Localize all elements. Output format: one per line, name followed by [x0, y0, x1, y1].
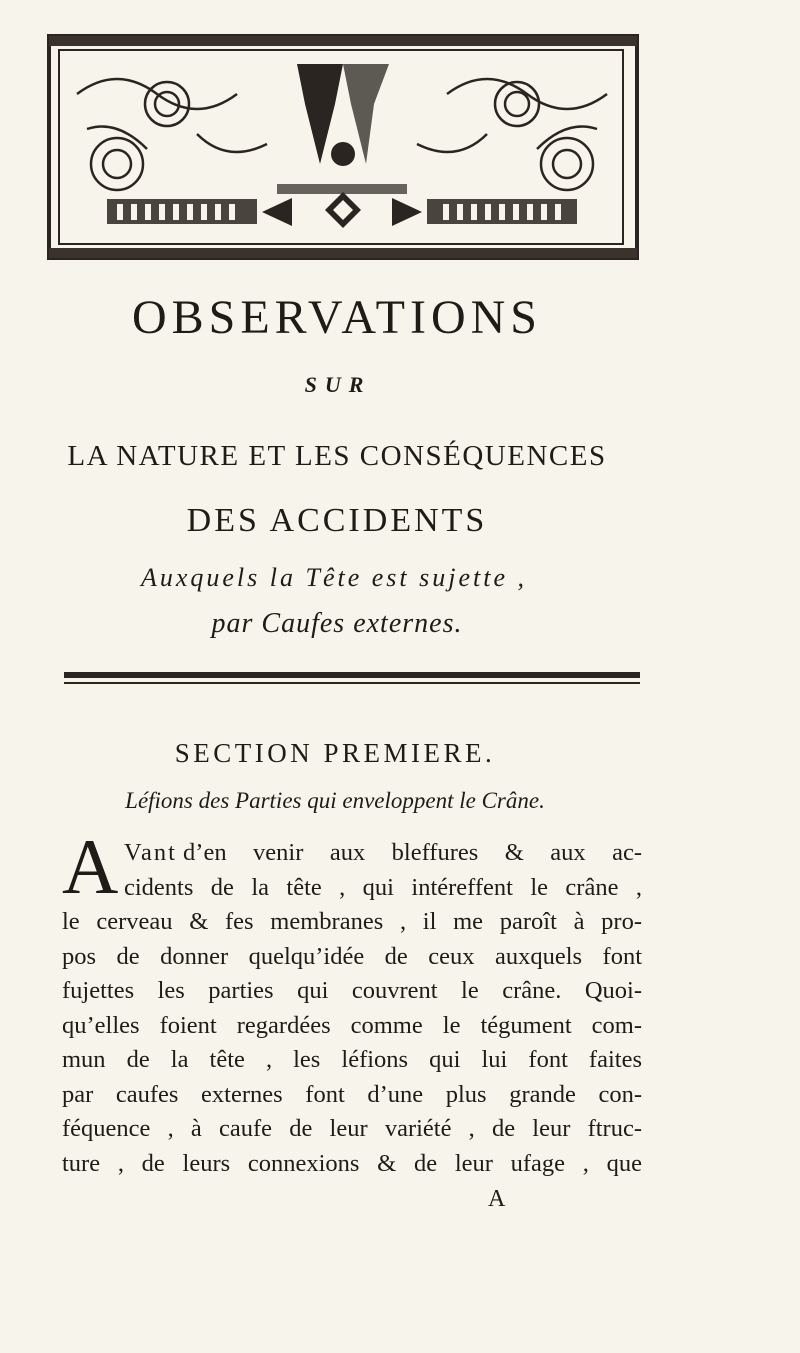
section-subheading: Léfions des Parties qui enveloppent le Crâne.	[125, 788, 545, 813]
paragraph-line-text: fujettes les parties qui couvrent le crâne. Quoi-	[62, 977, 642, 1004]
title-preposition: SUR	[304, 372, 372, 397]
paragraph-line	[62, 1043, 642, 1078]
paragraph-line-text: cidents de la tête , qui intéreffent le crâne ,	[124, 873, 642, 901]
page-title: OBSERVATIONS	[131, 291, 542, 344]
paragraph-line	[62, 1078, 642, 1113]
paragraph-line	[62, 836, 642, 871]
drop-cap: A	[62, 823, 119, 910]
body-paragraph	[62, 836, 642, 1181]
paragraph-line-text: mun de la tête , les léfions qui lui font faites	[62, 1046, 642, 1073]
subtitle-line-3: Auxquels la Tête est sujette ,	[140, 563, 528, 592]
paragraph-line-text: féquence , à caufe de leur variété , de leur ftruc-	[62, 1115, 642, 1142]
paragraph-line-text: qu’elles foient regardées comme le tégument com-	[62, 1011, 642, 1039]
subtitle-line-1: LA NATURE ET LES CONSÉQUENCES	[67, 440, 607, 472]
paragraph-line	[62, 871, 642, 906]
paragraph-line-text: ture , de leurs connexions & de leur ufage , que	[62, 1149, 642, 1177]
paragraph-line	[62, 1147, 642, 1182]
paragraph-line	[62, 1009, 642, 1044]
paragraph-line-text: pos de donner quelqu’idée de ceux auxquels font	[62, 942, 642, 970]
double-rule-divider	[64, 670, 640, 686]
catchword: A	[488, 1186, 506, 1212]
paragraph-line-text: par caufes externes font d’une plus grande con-	[62, 1080, 642, 1108]
subtitle-line-2: DES ACCIDENTS	[186, 502, 488, 539]
paragraph-line	[62, 940, 642, 975]
subtitle-line-4: par Caufes externes.	[211, 608, 463, 639]
first-word: Vant	[124, 839, 177, 866]
section-heading: SECTION PREMIERE.	[174, 738, 496, 768]
paragraph-line	[62, 974, 642, 1009]
paragraph-line	[62, 905, 642, 940]
ornamental-headpiece	[47, 34, 639, 260]
paragraph-line-text: d’en venir aux bleffures & aux ac-	[183, 839, 642, 866]
paragraph-line	[62, 1112, 642, 1147]
paragraph-line-text: le cerveau & fes membranes , il me paroît à pro-	[62, 908, 642, 935]
